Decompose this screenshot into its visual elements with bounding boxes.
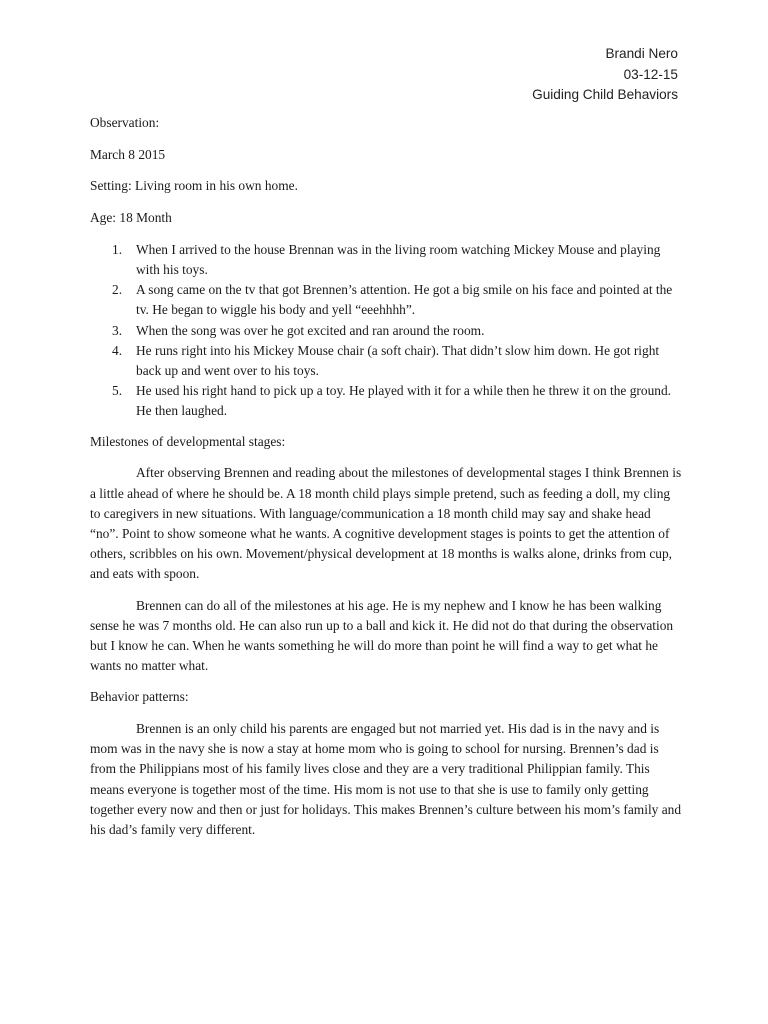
observation-list xyxy=(90,240,682,422)
list-item-number: 5. xyxy=(112,383,123,399)
behavior-paragraph: Brennen is an only child his parents are engaged but not married yet. His dad is in the navy and is mom was in the navy she is now a stay at home mom who is going to school for nursing. Brennen’s dad is from the Philippians most of his family lives close and they are a very traditional Philippian family. This means everyone is together most of the time. His mom is not use to that she is use to family only getting together every now and then or just for holidays. This makes Brennen’s culture between his mom’s family and his dad’s family very different. xyxy=(90,721,682,838)
list-item-number: 4. xyxy=(112,342,123,358)
list-item-text: He used his right hand to pick up a toy. He played with it for a while then he threw it on the ground. He then laughed. xyxy=(136,383,672,419)
list-item-text: He runs right into his Mickey Mouse chair (a soft chair). That didn’t slow him down. He got right back up and went over to his toys. xyxy=(136,342,660,379)
observation-heading: Observation: xyxy=(90,115,160,130)
list-item-text: When I arrived to the house Brennan was in the living room watching Mickey Mouse and playing with his toys. xyxy=(136,241,661,278)
list-item xyxy=(90,280,682,320)
document-body xyxy=(90,113,682,851)
milestones-paragraph: Brennen can do all of the milestones at his age. He is my nephew and I know he has been walking sense he was 7 months old. He can also run up to a ball and kick it. He did not do that during the observation but I know he can. When he wants something he will do more than point he will find a way to get what he wants no matter what. xyxy=(90,597,674,674)
list-item xyxy=(90,381,682,421)
behavior-heading: Behavior patterns: xyxy=(90,689,189,705)
list-item xyxy=(90,341,682,381)
observation-date: March 8 2015 xyxy=(90,146,166,162)
list-item-number: 2. xyxy=(112,282,123,298)
list-item xyxy=(90,321,682,341)
milestones-paragraph: After observing Brennen and reading about the milestones of developmental stages I think Brennen is a little ahead of where he should be. A 18 month child plays simple pretend, such as feeding a doll, my cling to caregivers in new situations. With language/communication a 18 month child may say and shake head “no”. Point to show someone what he wants. A cognitive development stages is points to get the attention of others, scribbles on his own. Movement/physical development at 18 months is walks alone, drinks from cup, and eats with spoon. xyxy=(90,465,682,582)
document-date: 03-12-15 xyxy=(623,66,678,82)
observation-age: Age: 18 Month xyxy=(90,210,172,226)
observation-setting: Setting: Living room in his own home. xyxy=(90,178,298,194)
list-item-text: A song came on the tv that got Brennen’s attention. He got a big smile on his face and pointed at the tv. He began to wiggle his body and yell “eeehhhh”. xyxy=(136,282,673,318)
list-item xyxy=(90,240,682,280)
author-name: Brandi Nero xyxy=(605,46,678,61)
list-item-number: 1. xyxy=(112,241,123,257)
list-item-number: 3. xyxy=(112,322,123,338)
milestones-heading: Milestones of developmental stages: xyxy=(90,433,286,449)
course-title: Guiding Child Behaviors xyxy=(532,87,678,103)
document-header xyxy=(532,44,678,106)
list-item-text: When the song was over he got excited and ran around the room. xyxy=(136,322,485,338)
